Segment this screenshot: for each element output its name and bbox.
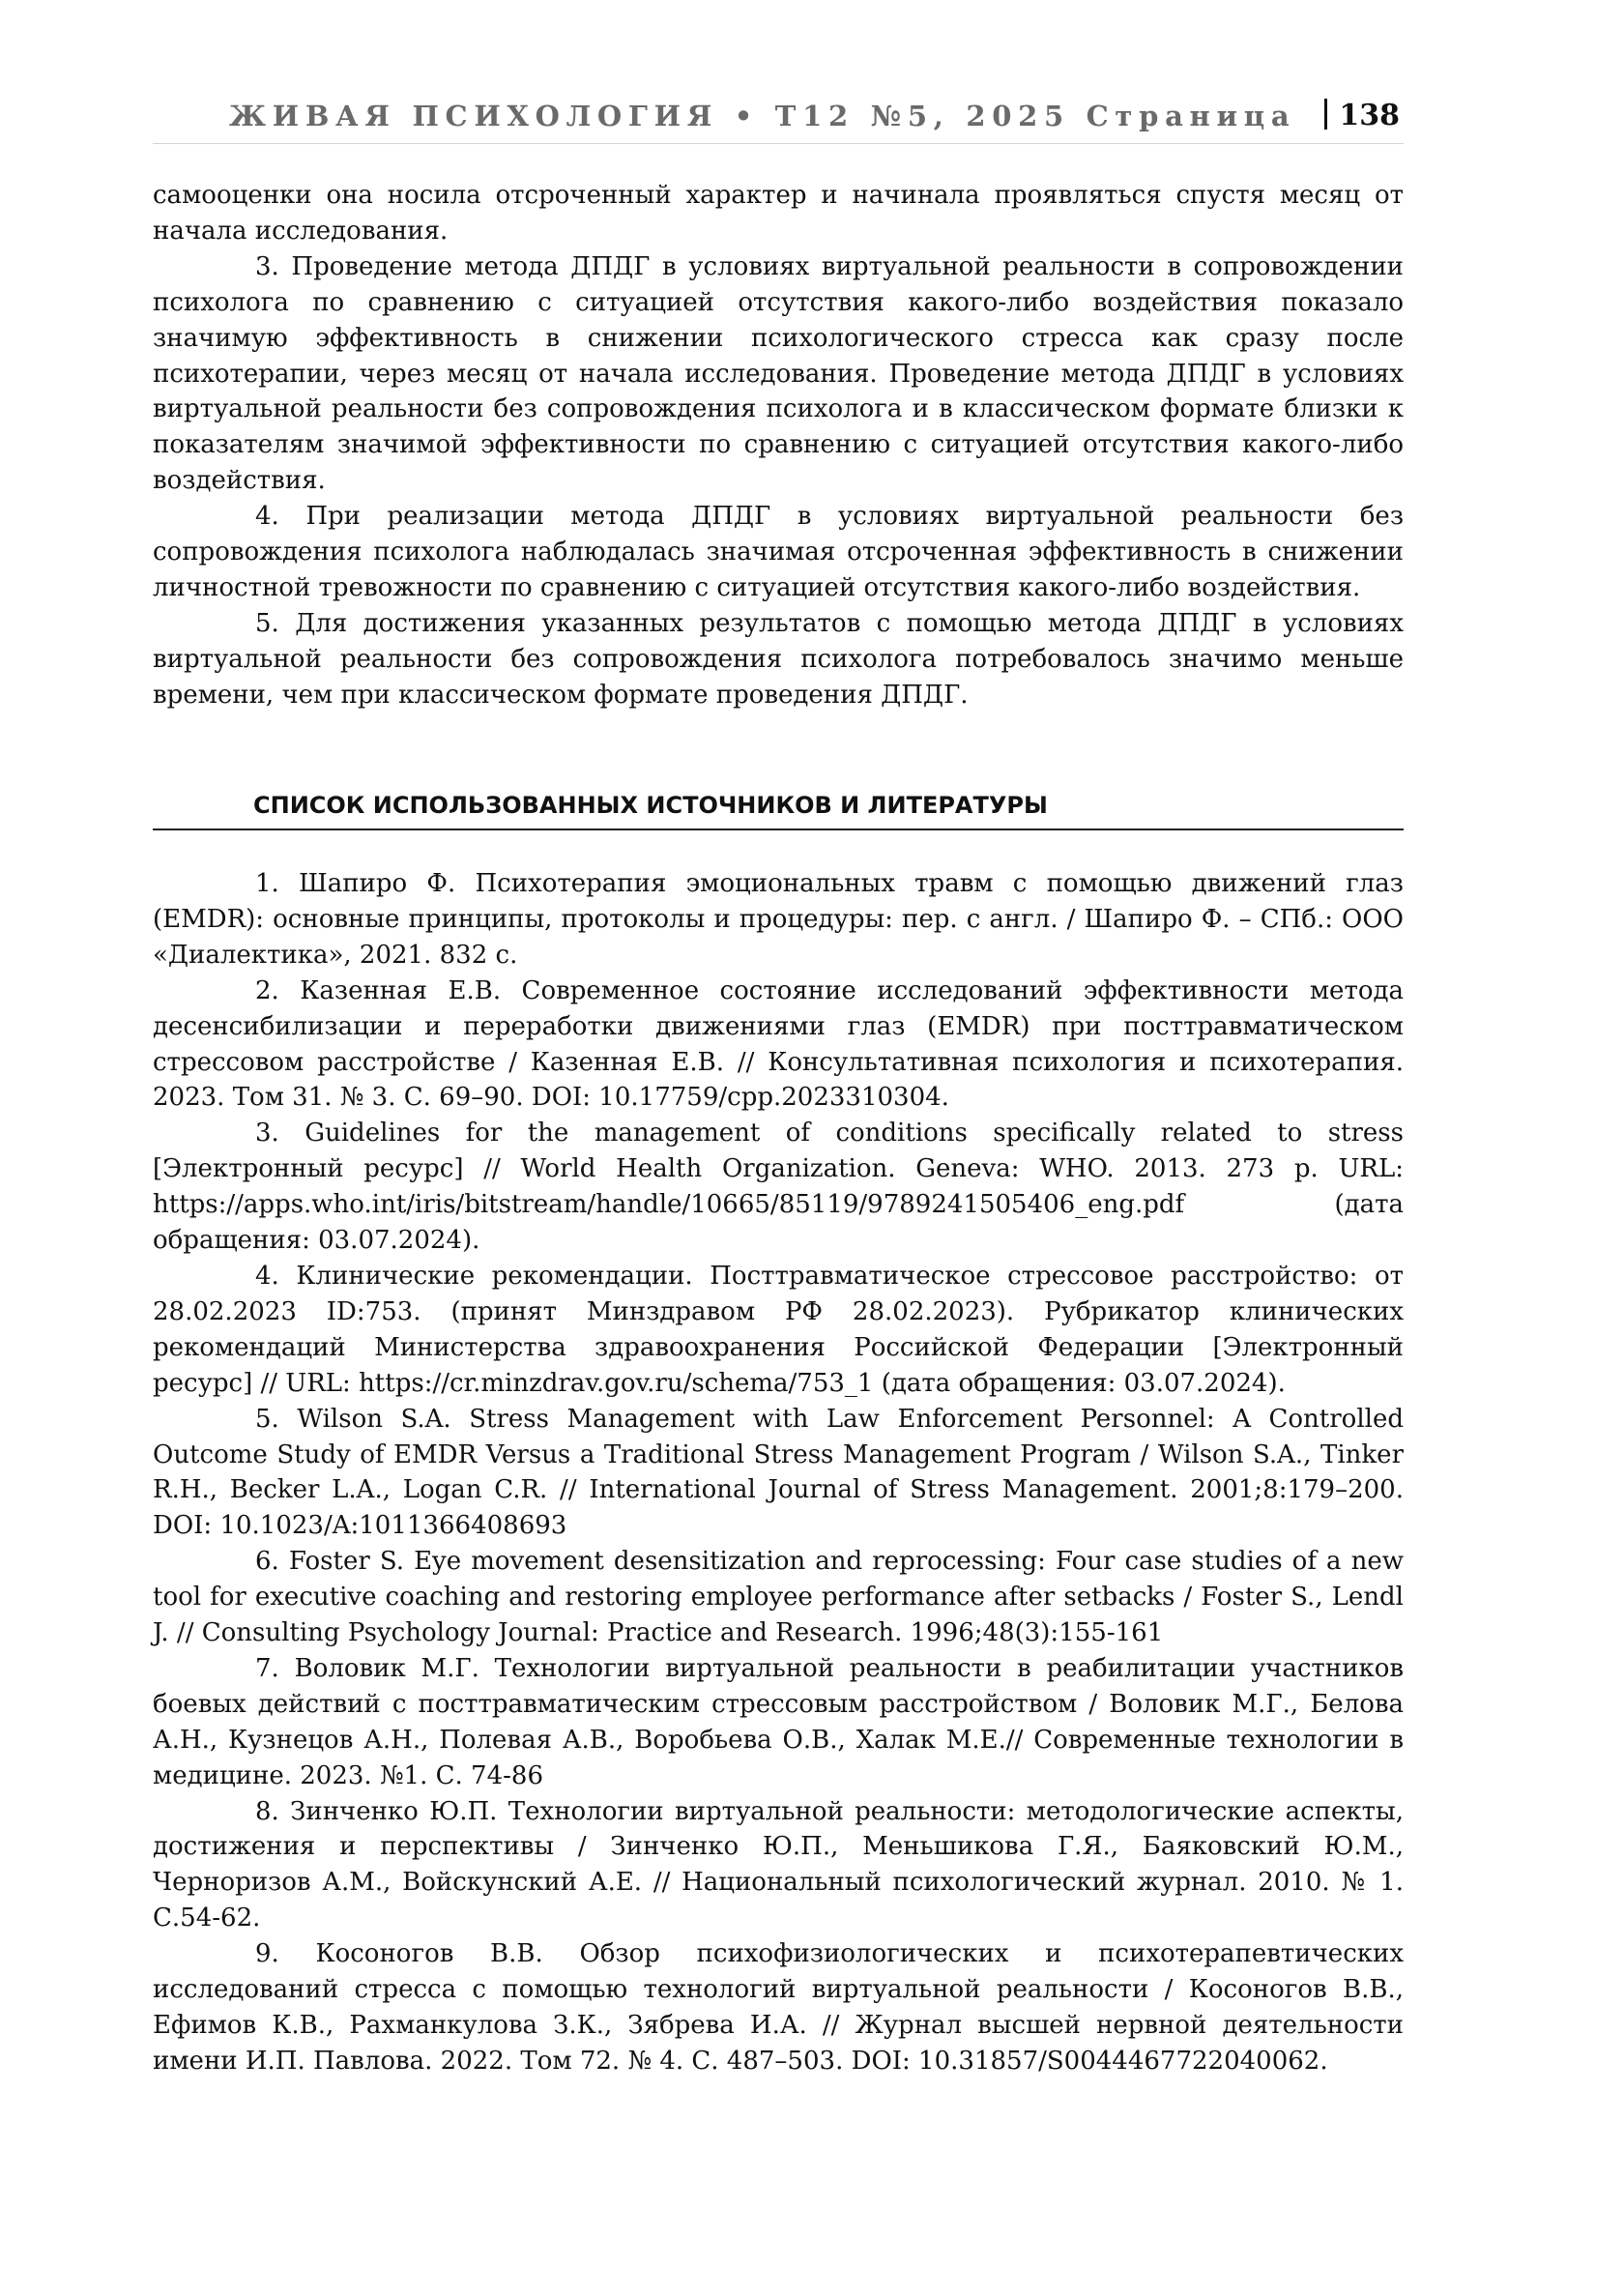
references-heading bbox=[153, 790, 1404, 830]
page-number bbox=[1324, 99, 1400, 132]
reference-item: 1. Шапиро Ф. Психотерапия эмоциональных травм с помощью движений глаз (EMDR): основные принципы, протоколы и процедуры: пер. с англ. / Шапиро Ф. – СПб.: ООО «Диалектика», 2021. 832 с. bbox=[153, 869, 1404, 970]
conclusions-body bbox=[153, 178, 1404, 713]
page-number-value: 138 bbox=[1339, 99, 1400, 132]
reference-item: 3. Guidelines for the management of conditions specifically related to stress [Электронный ресурс] // World Health Organization. Geneva: WHO. 2013. 273 p. URL: https://apps.who.int/iris/bitstream/handle/10665/85119/9789241505406_eng.pdf (дата обращения: 03.07.2024). bbox=[153, 1119, 1404, 1256]
reference-item: 7. Воловик М.Г. Технологии виртуальной реальности в реабилитации участников боевых действий с посттравматическим стрессовым расстройством / Воловик М.Г., Белова А.Н., Кузнецов А.Н., Полевая А.В., Воробьева О.В., Халак М.Е.// Современные технологии в медицине. 2023. №1. С. 74-86 bbox=[153, 1653, 1404, 1790]
reference-item: 6. Foster S. Eye movement desensitization and reprocessing: Four case studies of a new tool for executive coaching and restoring employee performance after setbacks / Foster S., Lendl J. // Consulting Psychology Journal: Practice and Research. 1996;48(3):155-161 bbox=[153, 1547, 1404, 1648]
paragraph-continuation: самооценки она носила отсроченный характер и начинала проявляться спустя месяц от начала исследования. bbox=[153, 181, 1404, 246]
header-divider bbox=[1324, 99, 1327, 130]
reference-item: 2. Казенная Е.В. Современное состояние исследований эффективности метода десенсибилизации и переработки движениями глаз (EMDR) при посттравматическом стрессовом расстройстве / Казенная Е.В. // Консультативная психология и психотерапия. 2023. Том 31. № 3. С. 69–90. DOI: 10.17759/cpp.2023310304. bbox=[153, 975, 1404, 1113]
journal-title: ЖИВАЯ ПСИХОЛОГИЯ • Т12 №5, 2025 Страница bbox=[229, 100, 1296, 132]
conclusion-item-4: 4. При реализации метода ДПДГ в условиях виртуальной реальности без сопровождения психолога наблюдалась значимая отсроченная эффективность в снижении личностной тревожности по сравнению с ситуацией отсутствия какого-либо воздействия. bbox=[153, 502, 1404, 602]
reference-item: 9. Косоногов В.В. Обзор психофизиологических и психотерапевтических исследований стресса с помощью технологий виртуальной реальности / Косоногов В.В., Ефимов К.В., Рахманкулова З.К., Зябрева И.А. // Журнал высшей нервной деятельности имени И.П. Павлова. 2022. Том 72. № 4. С. 487–503. DOI: 10.31857/S0044467722040062. bbox=[153, 1939, 1404, 2076]
conclusion-item-3: 3. Проведение метода ДПДГ в условиях виртуальной реальности в сопровождении психолога по сравнению с ситуацией отсутствия какого-либо воздействия показало значимую эффективность в снижении психологического стресса как сразу после психотерапии, через месяц от начала исследования. Проведение метода ДПДГ в условиях виртуальной реальности без сопровождения психолога и в классическом формате близки к показателям значимой эффективности по сравнению с ситуацией отсутствия какого-либо воздействия. bbox=[153, 251, 1404, 496]
running-header bbox=[153, 97, 1404, 144]
conclusion-item-5: 5. Для достижения указанных результатов с помощью метода ДПДГ в условиях виртуальной реальности без сопровождения психолога потребовалось значимо меньше времени, чем при классическом формате проведения ДПДГ. bbox=[153, 608, 1404, 710]
reference-item: 4. Клинические рекомендации. Посттравматическое стрессовое расстройство: от 28.02.2023 ID:753. (принят Минздравом РФ 28.02.2023). Рубрикатор клинических рекомендаций Министерства здравоохранения Российской Федерации [Электронный ресурс] // URL: https://cr.minzdrav.gov.ru/schema/753_1 (дата обращения: 03.07.2024). bbox=[153, 1261, 1404, 1398]
references-list bbox=[153, 866, 1404, 2079]
reference-item: 5. Wilson S.A. Stress Management with Law Enforcement Personnel: A Controlled Outcome Study of EMDR Versus a Traditional Stress Management Program / Wilson S.A., Tinker R.H., Becker L.A., Logan C.R. // International Journal of Stress Management. 2001;8:179–200. DOI: 10.1023/A:1011366408693 bbox=[153, 1404, 1404, 1541]
references-title: СПИСОК ИСПОЛЬЗОВАННЫХ ИСТОЧНИКОВ И ЛИТЕРАТУРЫ bbox=[253, 792, 1048, 819]
reference-item: 8. Зинченко Ю.П. Технологии виртуальной реальности: методологические аспекты, достижения и перспективы / Зинченко Ю.П., Меньшикова Г.Я., Баяковский Ю.М., Черноризов А.М., Войскунский А.Е. // Национальный психологический журнал. 2010. № 1. С.54-62. bbox=[153, 1796, 1404, 1933]
